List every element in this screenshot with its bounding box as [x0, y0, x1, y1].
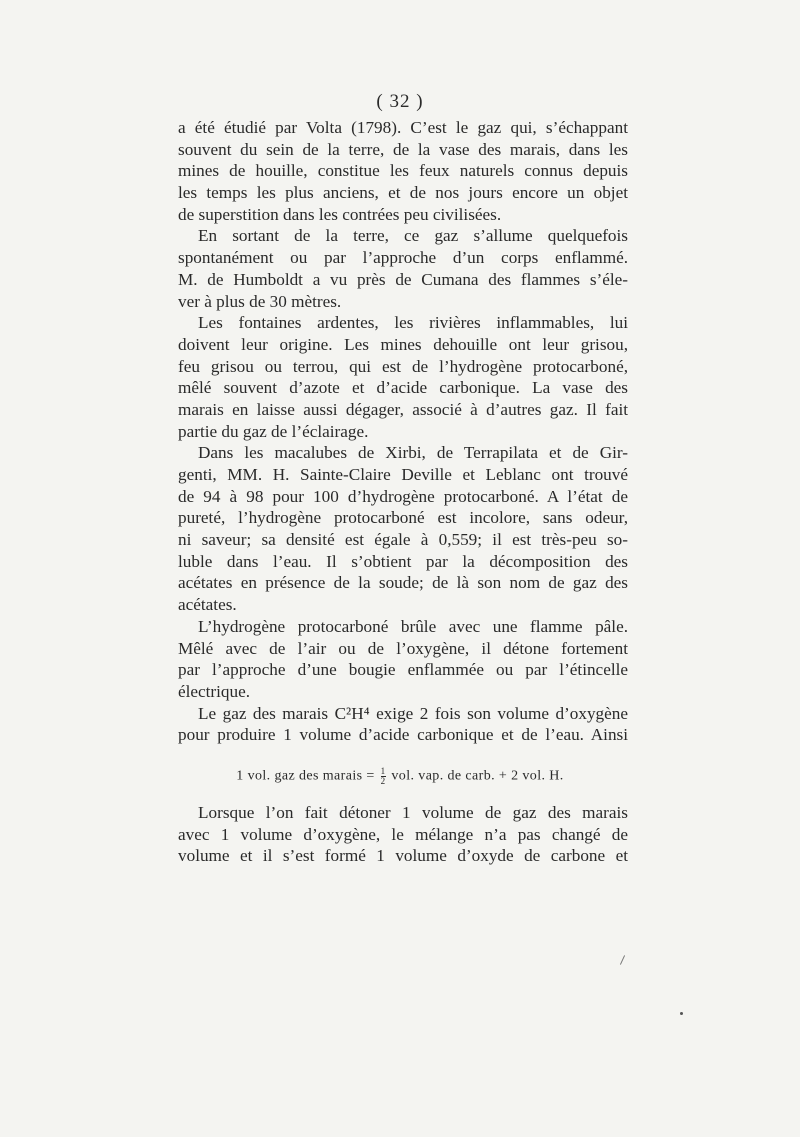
body-text [178, 117, 628, 746]
text-line: marais en laisse aussi dégager, associé à d’autres gaz. Il fait [178, 399, 628, 419]
text-line: Mêlé avec de l’air ou de l’oxygène, il détone fortement [178, 638, 628, 658]
text-line: électrique. [178, 681, 251, 701]
text-line: genti, MM. H. Sainte-Claire Deville et Leblanc ont trouvé [178, 465, 628, 484]
text-line: volume et il s’est formé 1 volume d’oxyde de carbone et [178, 846, 628, 866]
text-line: M. de Humboldt a vu près de Cumana des flammes s’éle- [178, 269, 628, 289]
equation-left: 1 vol. gaz des marais = [236, 768, 375, 784]
equation-right: vol. vap. de carb. + 2 vol. H. [391, 768, 564, 784]
text-line: Les fontaines ardentes, les rivières inflammables, lui [198, 313, 628, 333]
text-line: les temps les plus anciens, et de nos jours encore un objet [178, 183, 628, 203]
text-line: a été étudié par Volta (1798). C’est le gaz qui, s’échappant [178, 118, 628, 137]
page-number: ( 32 ) [376, 91, 424, 112]
text-line: Dans les macalubes de Xirbi, de Terrapilata et de Gir- [198, 443, 628, 463]
text-line: spontanément ou par l’approche d’un corps enflammé. [178, 248, 628, 268]
body-text-continued [178, 802, 628, 867]
paper-speck [680, 1012, 683, 1015]
text-line: L’hydrogène protocarboné brûle avec une flamme pâle. [198, 616, 628, 636]
text-line: acétates. [178, 595, 237, 615]
paper-mark [620, 955, 625, 964]
text-line: mêlé souvent d’azote et d’acide carbonique. La vase des [178, 378, 628, 398]
text-line: souvent du sein de la terre, de la vase des marais, dans les [178, 139, 628, 159]
text-line: ver à plus de 30 mètres. [178, 291, 342, 311]
fraction-numerator: 1 [380, 766, 386, 776]
text-line: acétates en présence de la soude; de là son nom de gaz des [178, 573, 628, 593]
text-line: avec 1 volume d’oxygène, le mélange n’a pas changé de [178, 824, 628, 844]
text-line: Lorsque l’on fait détoner 1 volume de gaz des marais [198, 803, 628, 822]
fraction [381, 767, 386, 786]
text-line: doivent leur origine. Les mines dehouille ont leur grisou, [178, 334, 628, 354]
text-line: pour produire 1 volume d’acide carbonique et de l’eau. Ainsi [178, 725, 628, 745]
fraction-denominator: 2 [380, 776, 386, 786]
text-line: luble dans l’eau. Il s’obtient par la décomposition des [178, 551, 628, 571]
text-line: de 94 à 98 pour 100 d’hydrogène protocarboné. A l’état de [178, 486, 628, 506]
text-line: mines de houille, constitue les feux naturels connus depuis [178, 161, 628, 181]
equation [0, 767, 800, 786]
text-line: pureté, l’hydrogène protocarboné est incolore, sans odeur, [178, 508, 628, 528]
text-line: feu grisou ou terrou, qui est de l’hydrogène protocarboné, [178, 356, 628, 376]
text-line: ni saveur; sa densité est égale à 0,559; il est très-peu so- [178, 530, 628, 550]
text-line: par l’approche d’une bougie enflammée ou par l’étincelle [178, 660, 628, 680]
text-line: partie du gaz de l’éclairage. [178, 421, 369, 441]
text-line: de superstition dans les contrées peu civilisées. [178, 204, 502, 224]
text-line: Le gaz des marais C²H⁴ exige 2 fois son volume d’oxygène [198, 703, 628, 723]
text-line: En sortant de la terre, ce gaz s’allume quelquefois [198, 226, 628, 246]
